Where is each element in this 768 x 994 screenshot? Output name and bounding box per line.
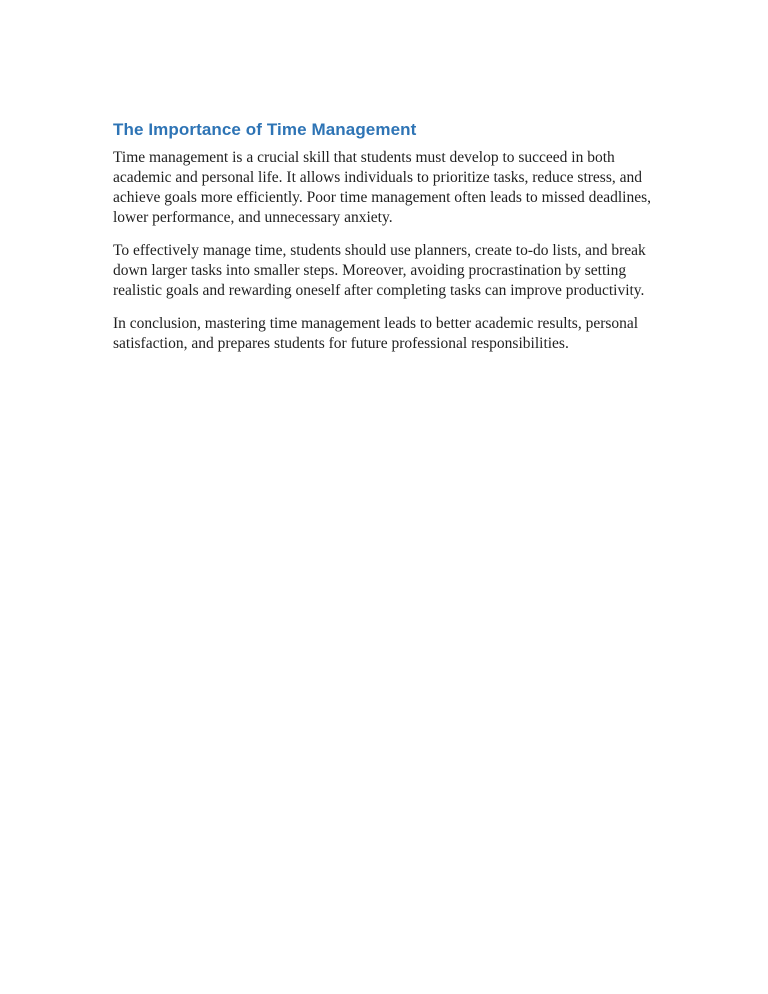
document-title: The Importance of Time Management	[113, 120, 417, 139]
paragraph-conclusion: In conclusion, mastering time management leads to better academic results, personal satisfaction, and prepares students for future professional responsibilities.	[113, 315, 639, 352]
paragraph-strategies: To effectively manage time, students should use planners, create to-do lists, and break down larger tasks into smaller steps. Moreover, avoiding procrastination by setting realistic goals and rewarding oneself after completing tasks can improve productivity.	[113, 242, 646, 299]
document-content	[113, 120, 656, 367]
paragraph-intro: Time management is a crucial skill that students must develop to succeed in both academic and personal life. It allows individuals to prioritize tasks, reduce stress, and achieve goals more efficiently. Poor time management often leads to missed deadlines, lower performance, and unnecessary anxiety.	[113, 149, 652, 226]
